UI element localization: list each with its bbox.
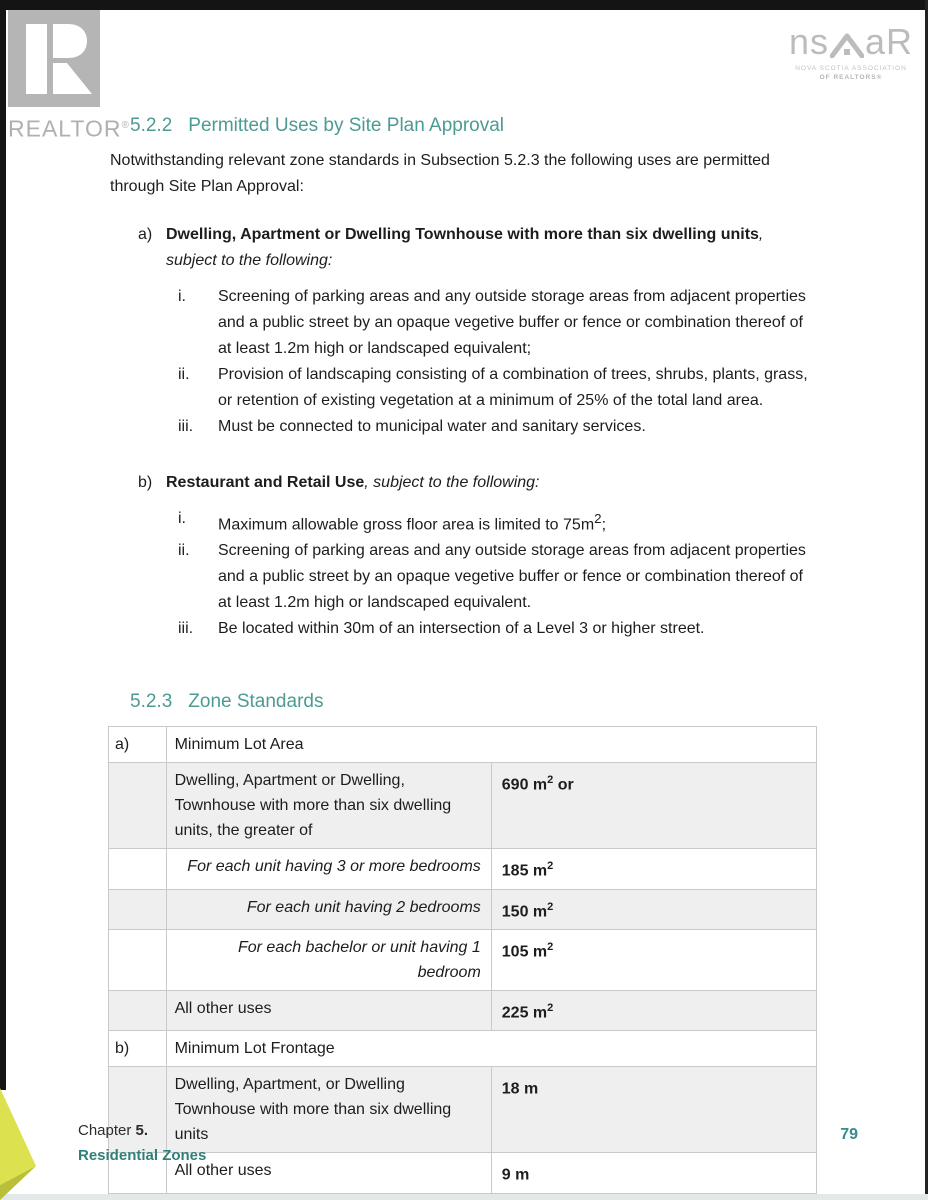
nsar-wordmark: ns aR [788, 21, 914, 62]
realtor-wordmark: REALTOR® [8, 115, 130, 142]
table-row: For each unit having 2 bedrooms 150 $m^2$ [109, 889, 817, 929]
list-item-a [138, 222, 818, 274]
list-item-b [138, 470, 818, 496]
sublist-item: ii. Screening of parking areas and any outside storage areas from adjacent properties and a public street by an opaque vegetive buffer or fence or combination thereof of at least 1.2m high or landscaped equivalent. [178, 542, 806, 612]
list-item-a-label: a) [138, 226, 153, 243]
table-value: 690 $m^2$ or [491, 763, 816, 849]
table-value: 150 $m^2$ [491, 889, 816, 929]
realtor-r-icon [8, 10, 100, 107]
table-row: For each unit having 3 or more bedrooms 185 $m^2$ [109, 849, 817, 889]
table-value: 9 m [491, 1153, 816, 1193]
sublist-item: iii. Be located within 30m of an intersection of a Level 3 or higher street. [178, 620, 705, 638]
section-title: Permitted Uses by Site Plan Approval [188, 115, 505, 136]
list-item-b-text: Restaurant and Retail Use, subject to the following: [166, 474, 540, 491]
section-number: 5.2.3 [130, 691, 173, 713]
chapter-title: Residential Zones [78, 1147, 207, 1164]
sublist-item-text: Maximum allowable gross floor area is limited to $75m^2$; [218, 511, 607, 534]
table-row: All other uses 225 $m^2$ [109, 990, 817, 1030]
house-roof-icon [830, 32, 864, 58]
page-number: 79 [840, 1126, 858, 1143]
table-row: All other uses 9 m [109, 1153, 817, 1193]
scan-border-bottom [0, 1194, 928, 1200]
table-value: 225 $m^2$ [491, 990, 816, 1030]
section-5-2-3-heading [130, 690, 818, 714]
section-number: 5.2.2 [130, 115, 173, 136]
zone-standards-table [108, 726, 817, 1193]
table-value: 105 $m^2$ [491, 929, 816, 990]
sublist-item: iii. Must be connected to municipal water and sanitary services. [178, 418, 646, 435]
corner-arrow-decoration [0, 1080, 52, 1200]
sublist-item: i. Screening of parking areas and any outside storage areas from adjacent properties and a public street by an opaque vegetive buffer or fence or combination thereof of at least 1.2m high or landscaped equivalent; [178, 288, 806, 357]
sublist-item: i. Maximum allowable gross floor area is limited to $75m^2$; [178, 506, 818, 538]
nsar-subtitle: NOVA SCOTIA ASSOCIATION OF REALTORS® [795, 65, 907, 81]
table-row: a) Minimum Lot Area [109, 727, 817, 763]
table-value: 185 $m^2$ [491, 849, 816, 889]
sublist-b [110, 506, 818, 642]
realtor-logo [8, 10, 130, 142]
section-title: Zone Standards [188, 691, 324, 713]
chapter-line: Chapter 5. [78, 1122, 149, 1139]
list-item-b-label: b) [138, 474, 153, 491]
scan-border-left [0, 0, 6, 1090]
page-content [110, 0, 818, 1194]
table-value: 18 m [491, 1067, 816, 1153]
section-5-2-2-heading [130, 0, 818, 138]
table-row: Dwelling, Apartment, or Dwelling Townhouse with more than six dwelling units 18 m [109, 1067, 817, 1153]
sublist-a [110, 284, 818, 440]
sublist-item: ii. Provision of landscaping consisting of a combination of trees, shrubs, plants, grass, or retention of existing vegetation at a minimum of 25% of the total land area. [178, 366, 808, 409]
footer-chapter [78, 1118, 206, 1168]
intro-paragraph: Notwithstanding relevant zone standards in Subsection 5.2.3 the following uses are permitted through Site Plan Approval: [110, 152, 770, 195]
table-row: b) Minimum Lot Frontage [109, 1031, 817, 1067]
list-item-a-text: Dwelling, Apartment or Dwelling Townhouse with more than six dwelling units, subject to the following: [166, 226, 764, 269]
table-row: Dwelling, Apartment or Dwelling, Townhouse with more than six dwelling units, the greater of 690 $m^2$ or [109, 763, 817, 849]
table-row: For each bachelor or unit having 1 bedroom 105 $m^2$ [109, 929, 817, 990]
